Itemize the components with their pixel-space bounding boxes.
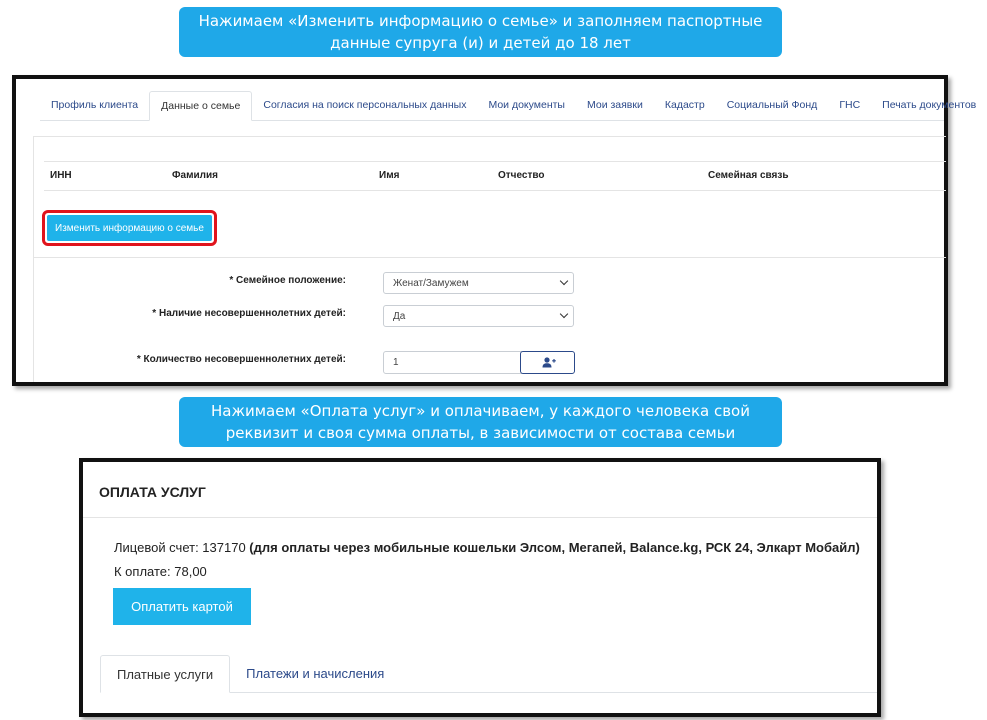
account-line: [114, 540, 860, 555]
tab-paid-services[interactable]: Платные услуги: [100, 655, 230, 693]
family-table-header: [44, 161, 946, 191]
tab-social-fund[interactable]: Социальный Фонд: [726, 99, 818, 111]
instruction-callout-top: [179, 7, 782, 57]
column-relation: Семейная связь: [708, 170, 789, 181]
family-data-screenshot: [12, 75, 977, 386]
edit-family-info-button[interactable]: Изменить информацию о семье: [47, 215, 212, 241]
column-name: Имя: [379, 170, 400, 181]
children-count-label: * Количество несовершеннолетних детей:: [136, 354, 346, 365]
profile-tabs: [40, 91, 977, 121]
add-child-button[interactable]: [520, 351, 575, 374]
minor-children-label: * Наличие несовершеннолетних детей:: [152, 308, 346, 319]
marital-status-select[interactable]: [383, 272, 574, 294]
tab-family-data[interactable]: Данные о семье: [149, 91, 252, 121]
pay-by-card-button[interactable]: Оплатить картой: [113, 588, 251, 625]
tab-cadastre[interactable]: Кадастр: [664, 99, 705, 111]
chevron-down-icon: [560, 310, 568, 318]
payment-screenshot: [79, 458, 881, 717]
callout-mid-line1: Нажимаем «Оплата услуг» и оплачиваем, у каждого человека свой: [211, 402, 750, 420]
form-divider: [34, 257, 946, 258]
family-panel: [33, 136, 946, 382]
tab-print-documents[interactable]: Печать документов: [882, 99, 977, 111]
callout-mid-line2: реквизит и своя сумма оплаты, в зависимости от состава семьи: [225, 424, 736, 442]
tab-tax-service[interactable]: ГНС: [839, 99, 861, 111]
instruction-callout-middle: [179, 397, 782, 447]
marital-status-value: Женат/Замужем: [393, 278, 469, 289]
payment-divider: [83, 517, 877, 518]
callout-top-line1: Нажимаем «Изменить информацию о семье» и заполняем паспортные: [198, 12, 763, 30]
tab-my-documents[interactable]: Мои документы: [488, 99, 565, 111]
column-surname: Фамилия: [172, 170, 218, 181]
minor-children-select[interactable]: [383, 305, 574, 327]
payment-title: ОПЛАТА УСЛУГ: [99, 484, 206, 500]
tab-client-profile[interactable]: Профиль клиента: [51, 99, 139, 111]
tab-my-requests[interactable]: Мои заявки: [586, 99, 643, 111]
callout-top-line2: данные супруга (и) и детей до 18 лет: [330, 34, 631, 52]
account-number: Лицевой счет: 137170: [114, 540, 250, 555]
payment-tabs: [100, 655, 877, 693]
minor-children-value: Да: [393, 311, 406, 322]
add-user-icon: [542, 357, 556, 368]
children-count-value: 1: [393, 357, 399, 368]
marital-status-label: * Семейное положение:: [229, 275, 346, 286]
children-count-input[interactable]: [383, 351, 522, 374]
column-inn: ИНН: [50, 170, 72, 181]
edit-button-highlight: [42, 210, 217, 246]
amount-due: К оплате: 78,00: [114, 564, 207, 579]
tab-consents[interactable]: Согласия на поиск персональных данных: [263, 99, 467, 111]
chevron-down-icon: [560, 277, 568, 285]
column-patronymic: Отчество: [498, 170, 545, 181]
account-note: (для оплаты через мобильные кошельки Элсом, Мегапей, Balance.kg, РСК 24, Элкарт Мобайл): [249, 540, 860, 555]
tab-payments-charges[interactable]: Платежи и начисления: [246, 666, 385, 681]
